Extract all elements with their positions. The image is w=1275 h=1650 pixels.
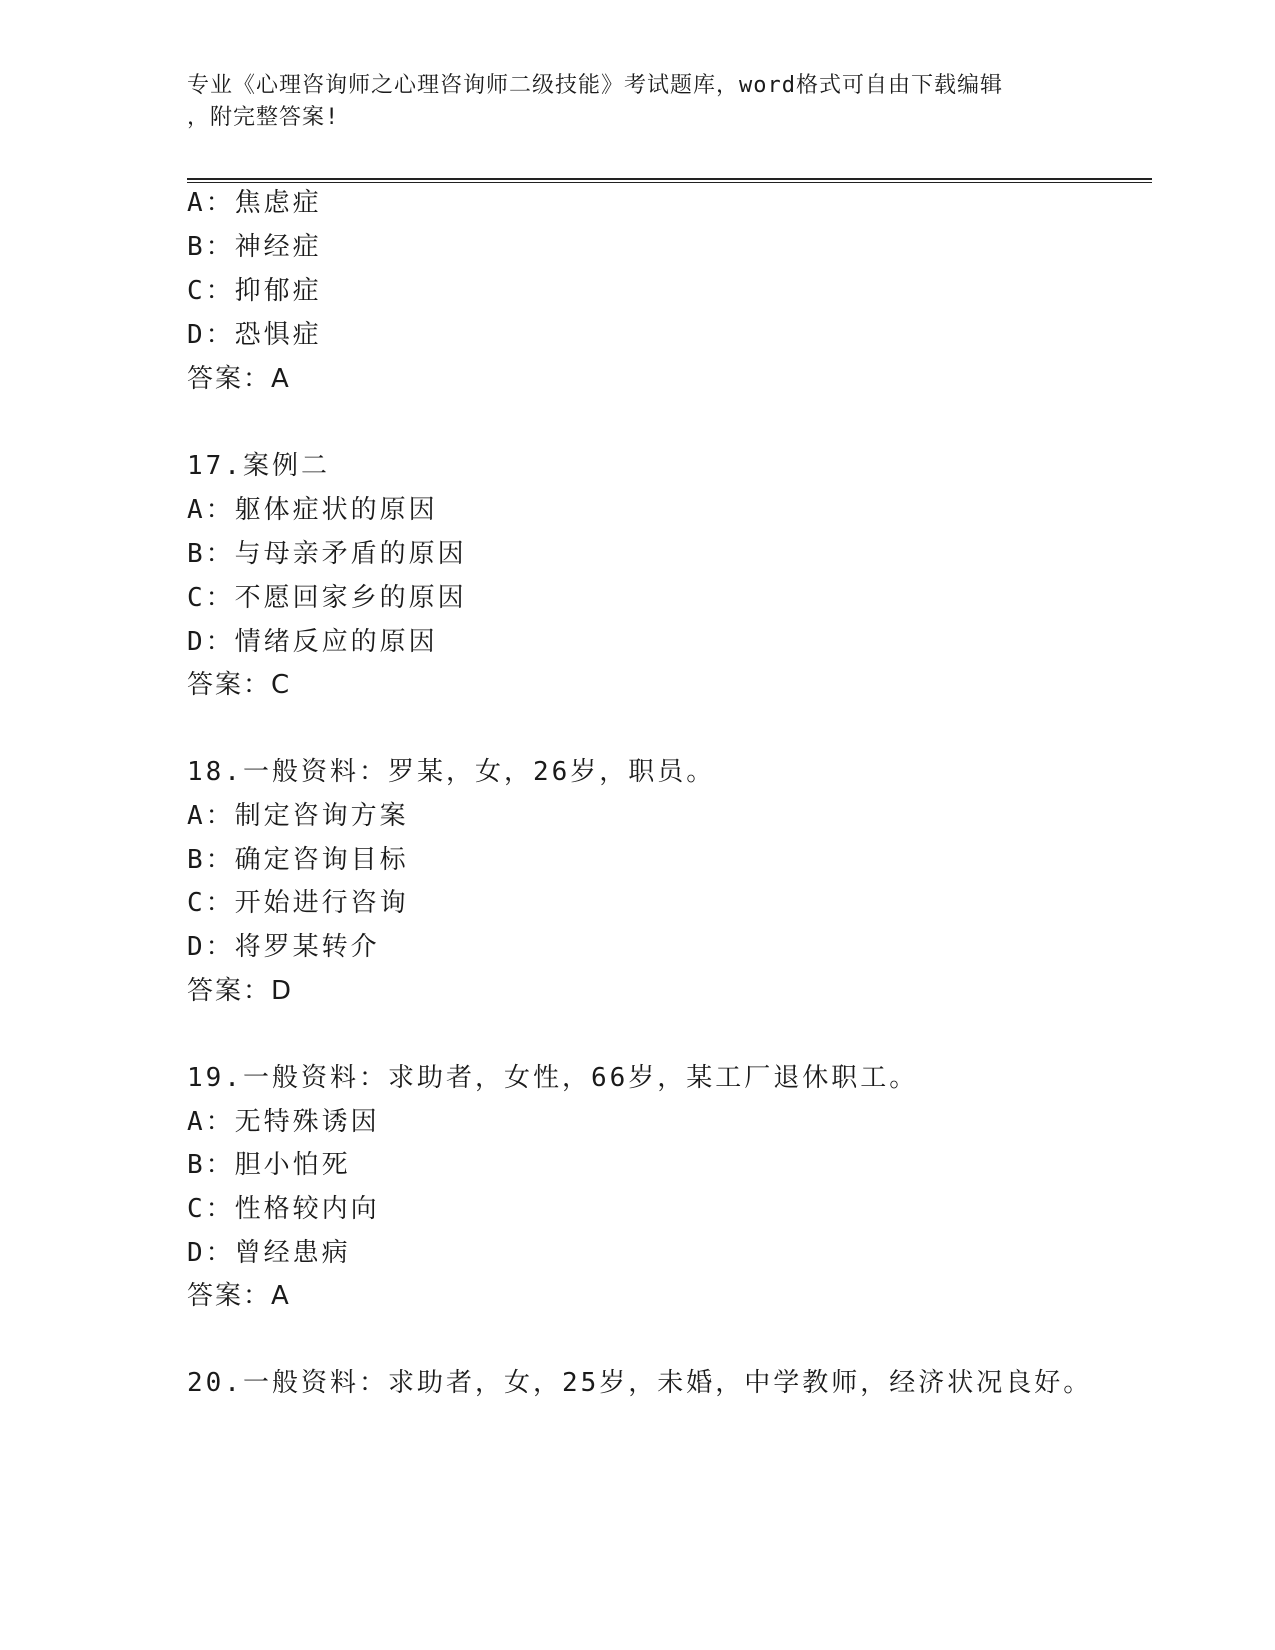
q19-answer: 答案：A	[187, 1281, 291, 1311]
q17-answer: 答案：C	[187, 670, 292, 700]
q18-option-b: B：确定咨询目标	[187, 845, 409, 875]
q19-option-b: B：胆小怕死	[187, 1150, 351, 1180]
header-line-2: ，附完整答案!	[187, 105, 340, 130]
header-divider	[187, 178, 1152, 183]
q18-title: 18.一般资料：罗某，女，26岁，职员。	[187, 757, 716, 787]
q16-option-a: A：焦虑症	[187, 188, 322, 218]
q16-option-b: B：神经症	[187, 232, 322, 262]
q17-option-d: D：情绪反应的原因	[187, 627, 438, 657]
q17-option-c: C：不愿回家乡的原因	[187, 583, 467, 613]
q16-answer: 答案：A	[187, 364, 291, 394]
q19-option-a: A：无特殊诱因	[187, 1107, 380, 1137]
q18-answer: 答案：D	[187, 976, 294, 1006]
q18-option-a: A：制定咨询方案	[187, 801, 409, 831]
q16-option-d: D：恐惧症	[187, 320, 322, 350]
q17-title: 17.案例二	[187, 451, 330, 481]
q18-option-d: D：将罗某转介	[187, 932, 380, 962]
q18-option-c: C：开始进行咨询	[187, 888, 409, 918]
q19-option-c: C：性格较内向	[187, 1194, 380, 1224]
document-header	[187, 70, 1087, 134]
q16-option-c: C：抑郁症	[187, 276, 322, 306]
q19-option-d: D：曾经患病	[187, 1238, 351, 1268]
q20-title: 20.一般资料：求助者，女，25岁，未婚，中学教师，经济状况良好。	[187, 1368, 1093, 1398]
header-line-1: 专业《心理咨询师之心理咨询师二级技能》考试题库，word格式可自由下载编辑	[187, 73, 1003, 98]
q17-option-a: A：躯体症状的原因	[187, 495, 438, 525]
q17-option-b: B：与母亲矛盾的原因	[187, 539, 467, 569]
q19-title: 19.一般资料：求助者，女性，66岁，某工厂退休职工。	[187, 1063, 919, 1093]
